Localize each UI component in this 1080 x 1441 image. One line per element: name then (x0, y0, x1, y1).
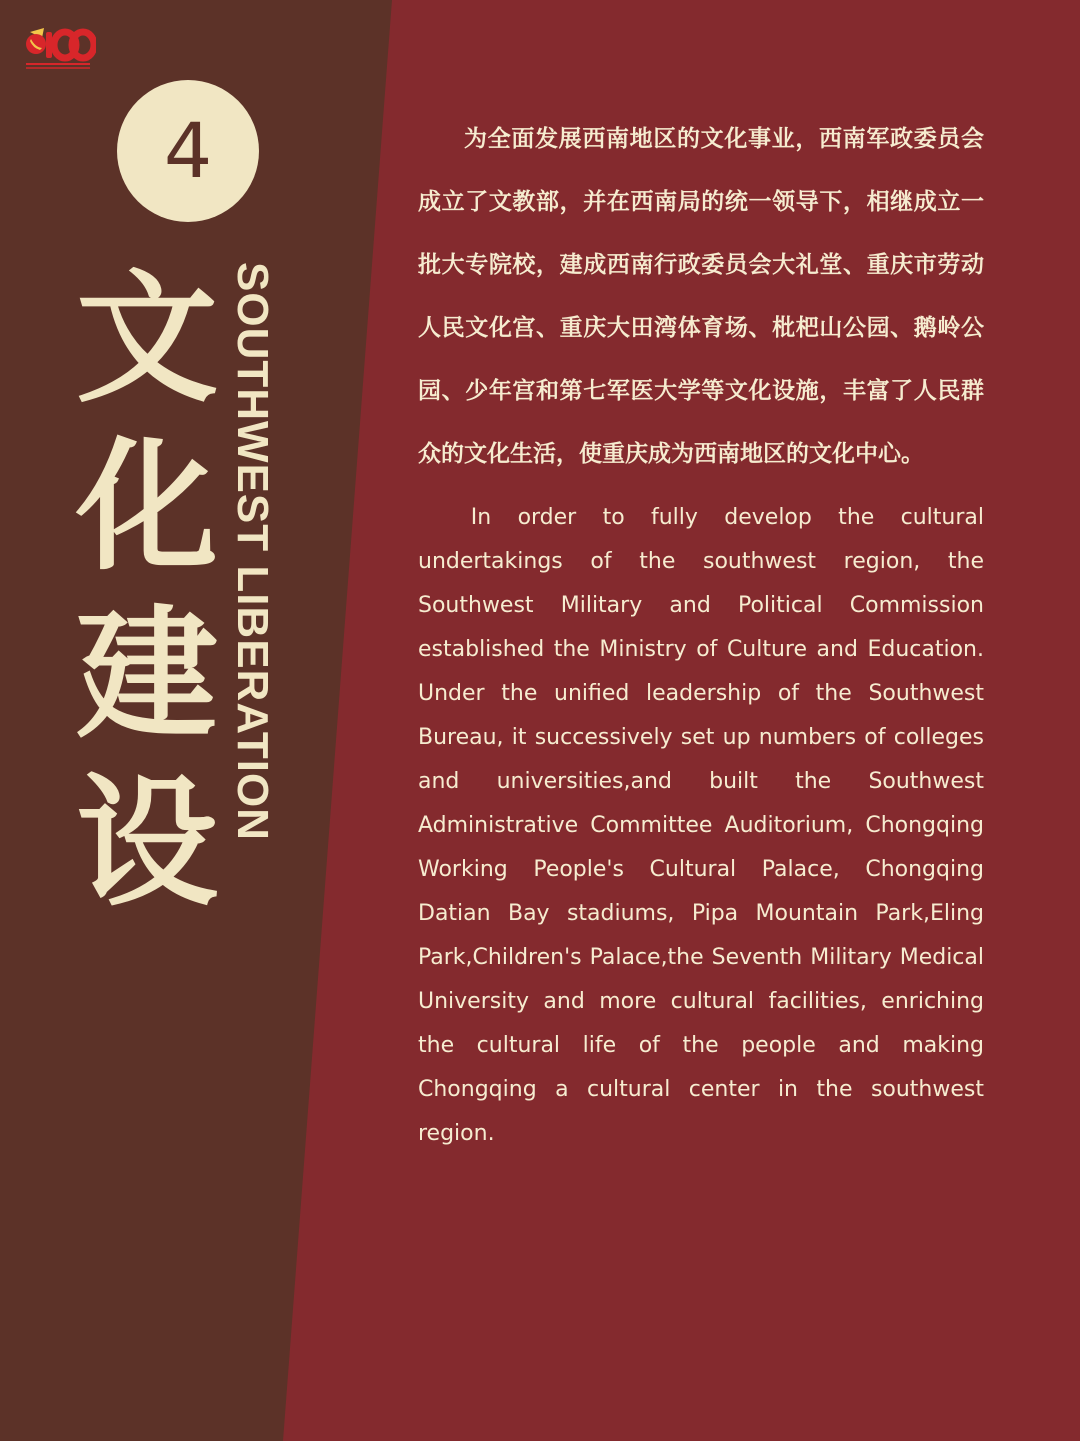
chinese-title (72, 256, 222, 928)
body-text (418, 108, 984, 1156)
chinese-paragraph: 为全面发展西南地区的文化事业，西南军政委员会成立了文教部，并在西南局的统一领导下，相继成立一批大专院校，建成西南行政委员会大礼堂、重庆市劳动人民文化宫、重庆大田湾体育场、枇杷山公园、鹅岭公园、少年宫和第七军医大学等文化设施，丰富了人民群众的文化生活，使重庆成为西南地区的文化中心。 (418, 126, 984, 467)
section-number-badge (117, 80, 259, 222)
english-vertical-title: SOUTHWEST LIBERATION (228, 262, 277, 841)
party-100-anniversary-logo-icon (22, 24, 96, 72)
title-char-1: 文 (76, 257, 218, 422)
title-char-4: 设 (76, 761, 218, 926)
english-paragraph: In order to fully develop the cultural undertakings of the southwest region, the Southwest Military and Political Commission established the Ministry of Culture and Education. Under the unified leadership of the Southwest Bureau, it successively set up numbers of colleges and universities,and built the Southwest Administrative Committee Auditorium, Chongqing Working People's Cultural Palace, Chongqing Datian Bay stadiums, Pipa Mountain Park,Eling Park,Children's Palace,the Seventh Military Medical University and more cultural facilities, enriching the cultural life of the people and making Chongqing a cultural center in the southwest region. (418, 505, 984, 1146)
title-char-3: 建 (76, 593, 218, 758)
title-char-2: 化 (76, 425, 218, 590)
section-number: 4 (163, 106, 213, 195)
